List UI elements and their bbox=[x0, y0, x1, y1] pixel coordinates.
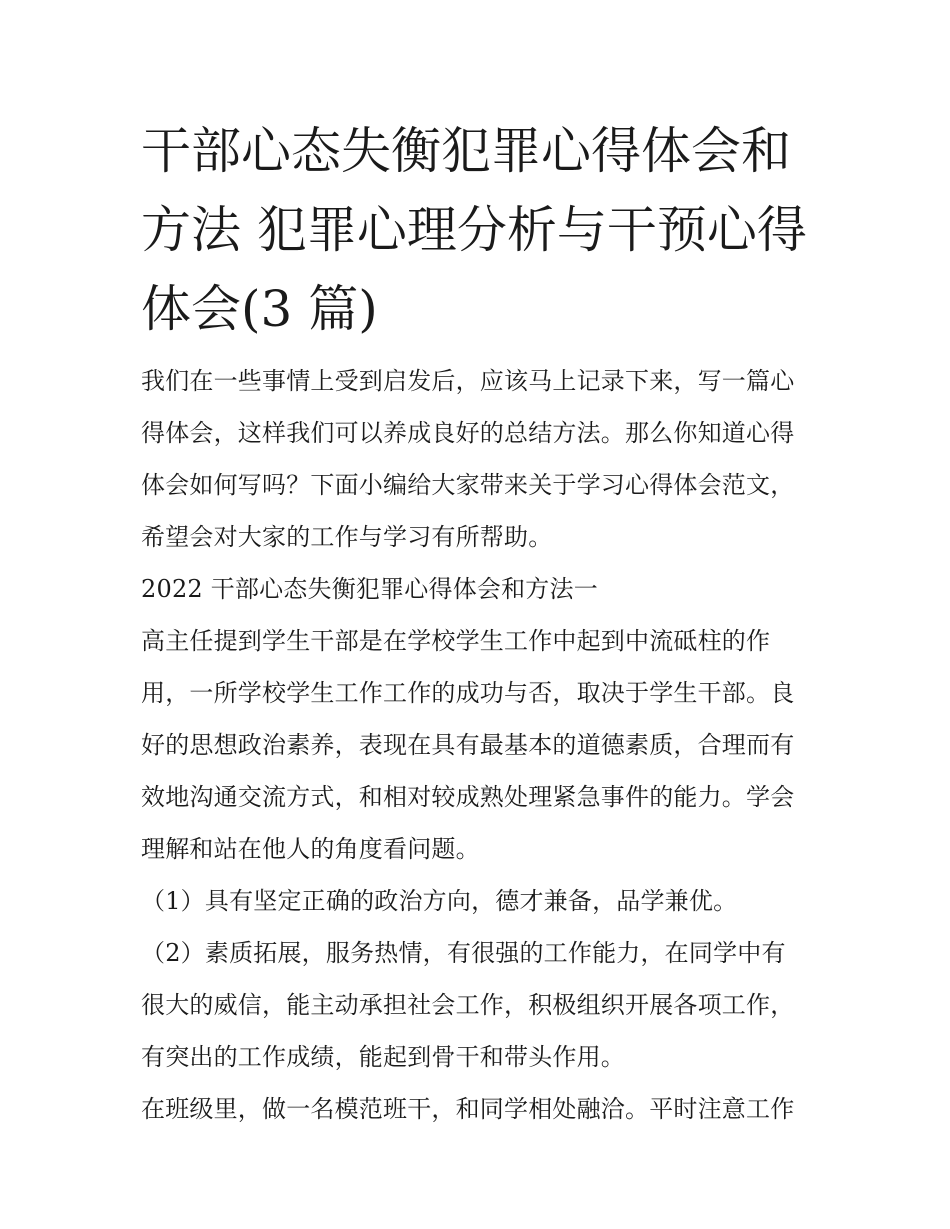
text-line: 体会如何写吗？下面小编给大家带来关于学习心得体会范文， bbox=[141, 471, 795, 499]
text-line: 理解和站在他人的角度看问题。 bbox=[141, 835, 480, 863]
title-line: 体会(3 篇) bbox=[141, 280, 378, 338]
title-line: 方法 犯罪心理分析与干预心得 bbox=[141, 201, 807, 259]
text-line: 好的思想政治素养，表现在具有最基本的道德素质，合理而有 bbox=[141, 731, 795, 759]
list-item: （2）素质拓展，服务热情，有很强的工作能力，在同学中有 bbox=[141, 939, 786, 967]
text-line: 很大的威信，能主动承担社会工作，积极组织开展各项工作， bbox=[141, 991, 795, 1019]
text-line: 用，一所学校学生工作工作的成功与否，取决于学生干部。良 bbox=[141, 679, 795, 707]
section-heading: 2022 干部心态失衡犯罪心得体会和方法一 bbox=[141, 575, 598, 603]
text-line: 得体会，这样我们可以养成良好的总结方法。那么你知道心得 bbox=[141, 419, 795, 447]
title-line: 干部心态失衡犯罪心得体会和 bbox=[141, 122, 791, 180]
document-title bbox=[141, 112, 821, 349]
text-line: 希望会对大家的工作与学习有所帮助。 bbox=[141, 523, 553, 551]
list-item: （1）具有坚定正确的政治方向，德才兼备，品学兼优。 bbox=[141, 887, 738, 915]
text-line: 我们在一些事情上受到启发后，应该马上记录下来，写一篇心 bbox=[141, 367, 795, 395]
text-line: 在班级里，做一名模范班干，和同学相处融洽。平时注意工作 bbox=[141, 1095, 795, 1123]
document-body bbox=[141, 355, 821, 1135]
text-line: 有突出的工作成绩，能起到骨干和带头作用。 bbox=[141, 1043, 625, 1071]
document-page bbox=[141, 112, 821, 1135]
text-line: 高主任提到学生干部是在学校学生工作中起到中流砥柱的作 bbox=[141, 627, 771, 655]
text-line: 效地沟通交流方式，和相对较成熟处理紧急事件的能力。学会 bbox=[141, 783, 795, 811]
